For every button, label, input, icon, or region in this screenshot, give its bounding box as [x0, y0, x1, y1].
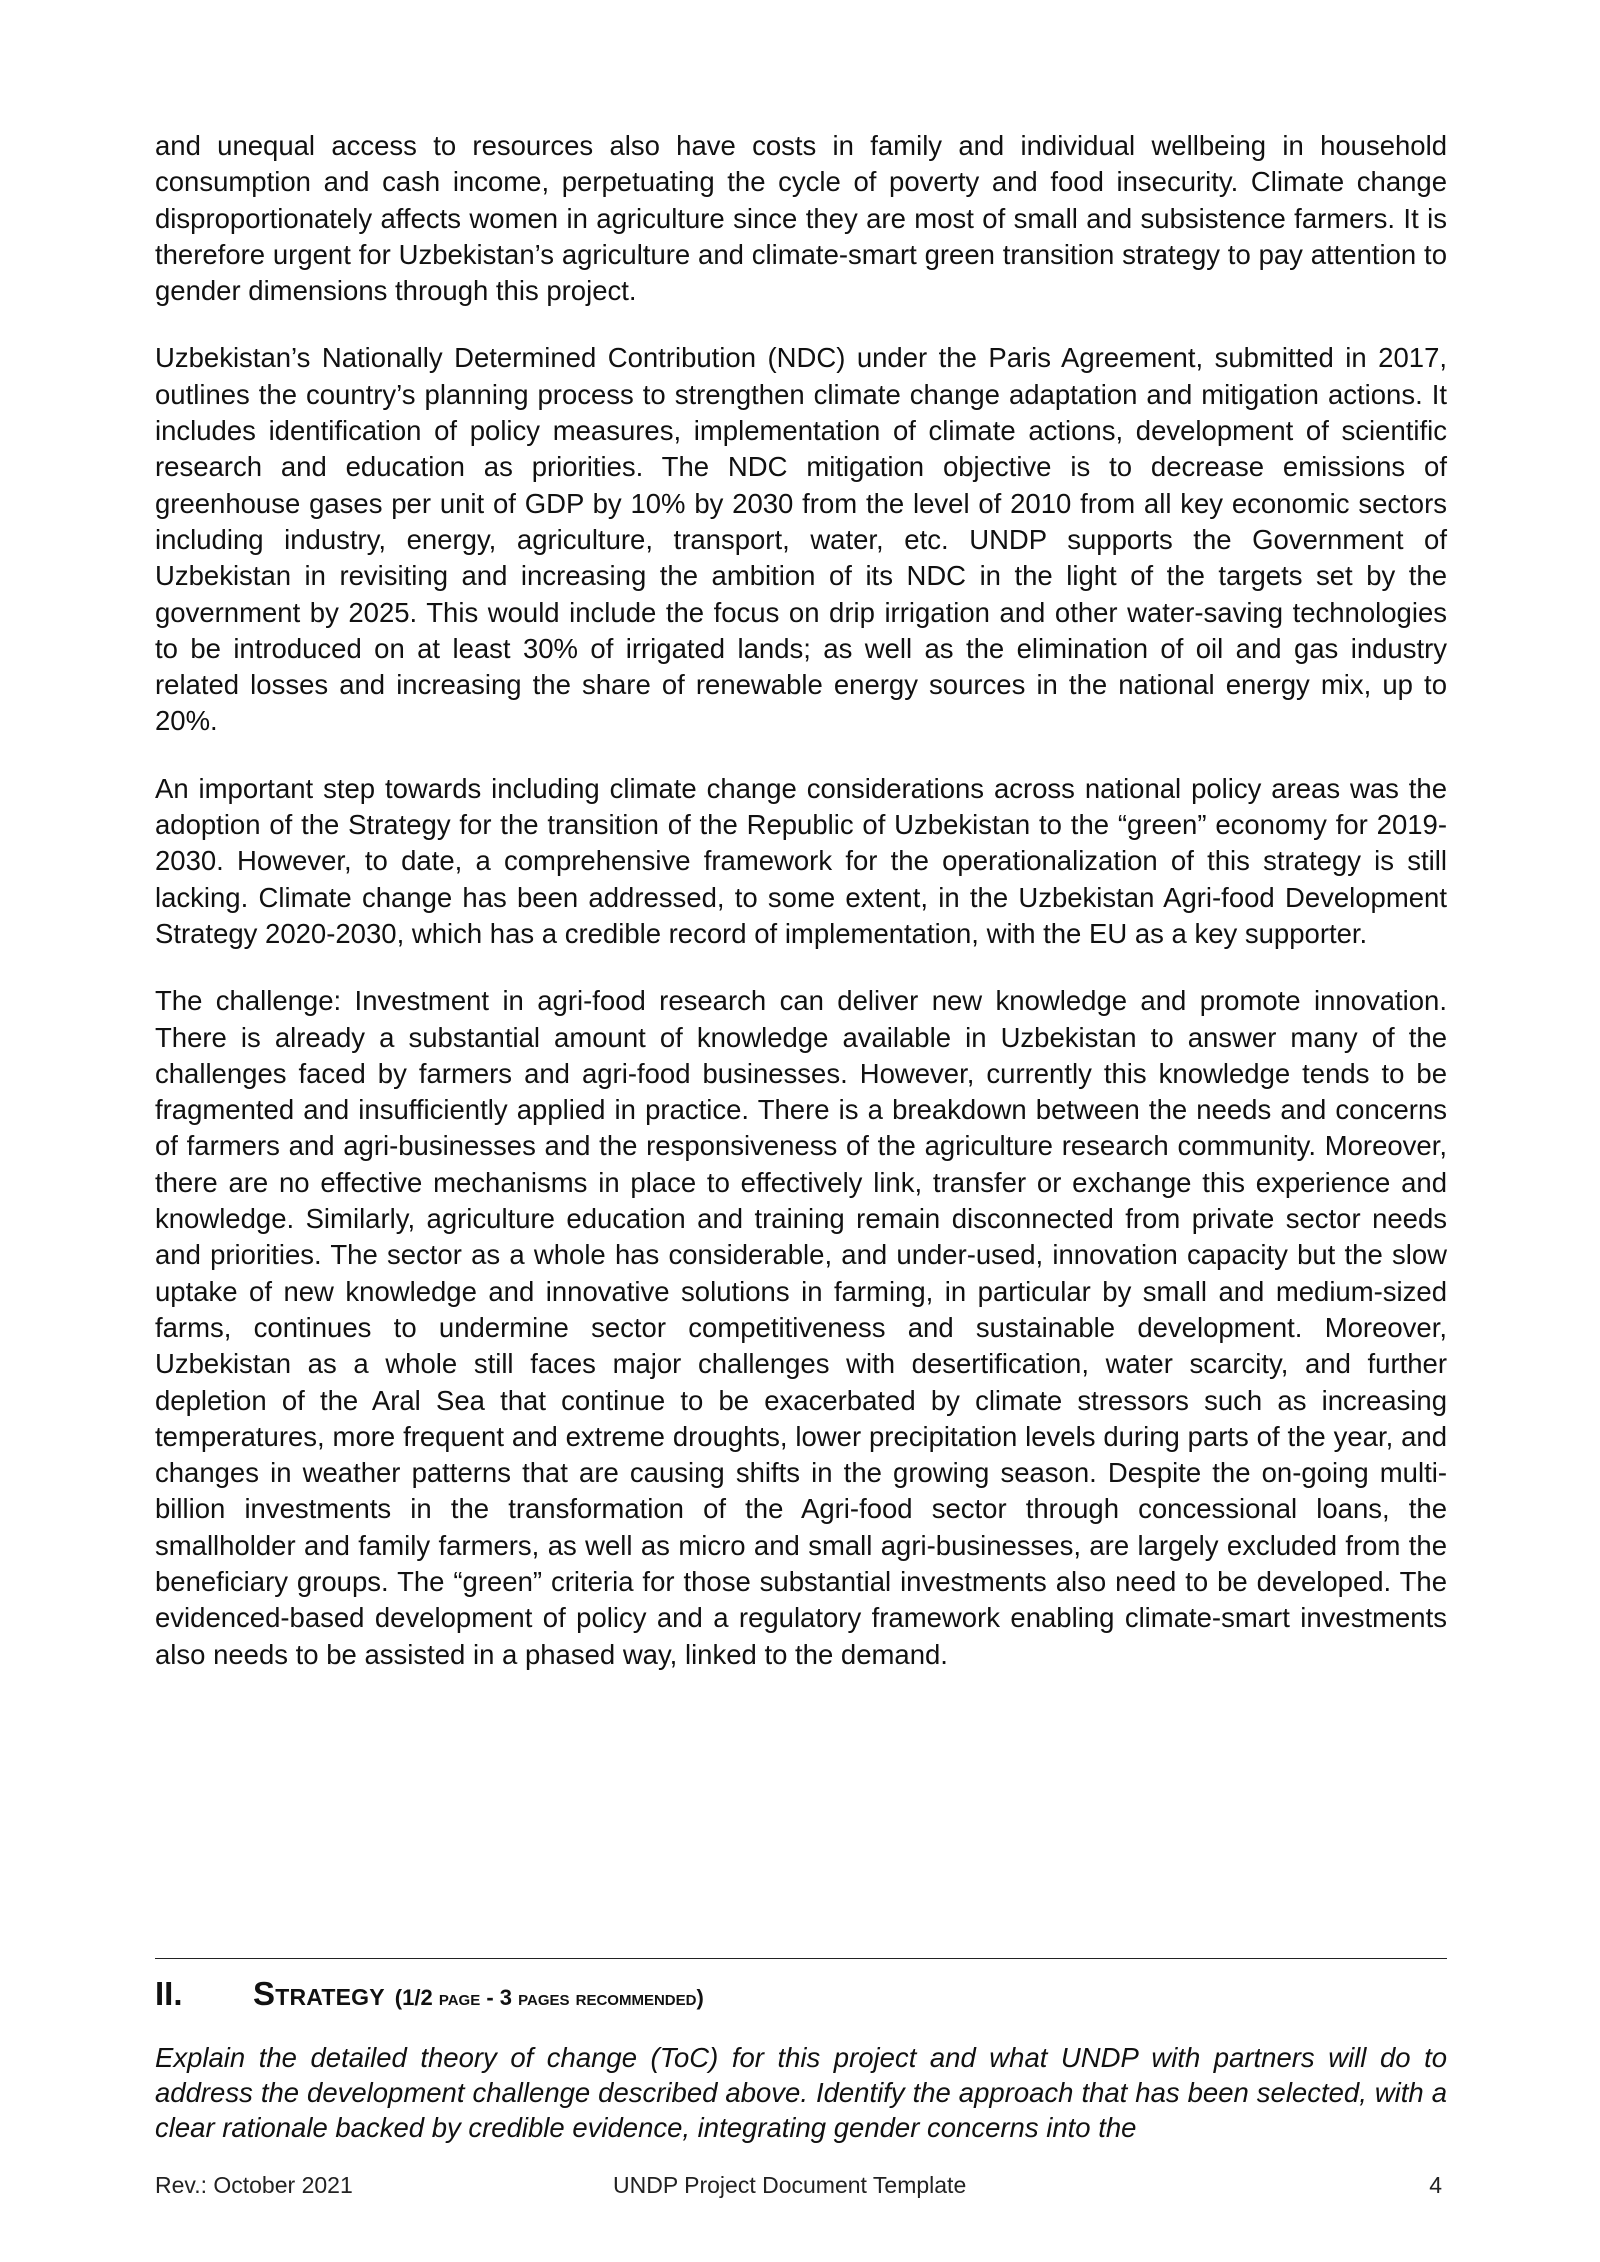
- section-number: II.: [155, 1975, 183, 2012]
- footer-revision: Rev.: October 2021: [155, 2172, 353, 2198]
- section-heading-block: [155, 1958, 1447, 2013]
- page-footer: [155, 2172, 1447, 2202]
- section-instruction: Explain the detailed theory of change (ToC) for this project and what UNDP with partners will do to address the development challenge described above. Identify the approach that has been selected, with a clear rationale backed by credible evidence, integrating gender concerns into the: [155, 2042, 1447, 2143]
- document-body: [155, 128, 1447, 1704]
- footer-document-name: UNDP Project Document Template: [613, 2172, 967, 2198]
- footer-page-number: 4: [1429, 2172, 1442, 2198]
- section-title: Strategy: [253, 1975, 385, 2012]
- body-paragraph-3: An important step towards including climate change considerations across national policy areas was the adoption of the Strategy for the transition of the Republic of Uzbekistan to the “green” economy for 2019-2030. However, to date, a comprehensive framework for the operationalization of this strategy is still lacking. Climate change has been addressed, to some extent, in the Uzbekistan Agri-food Development Strategy 2020-2030, which has a credible record of implementation, with the EU as a key supporter.: [155, 772, 1447, 949]
- body-paragraph-4: The challenge: Investment in agri-food research can deliver new knowledge and promote innovation. There is already a substantial amount of knowledge available in Uzbekistan to answer many of the challenges faced by farmers and agri-food businesses. However, currently this knowledge tends to be fragmented and insufficiently applied in practice. There is a breakdown between the needs and concerns of farmers and agri-businesses and the responsiveness of the agriculture research community. Moreover, there are no effective mechanisms in place to effectively link, transfer or exchange this experience and knowledge. Similarly, agriculture education and training remain disconnected from private sector needs and priorities. The sector as a whole has considerable, and under-used, innovation capacity but the slow uptake of new knowledge and innovative solutions in farming, in particular by small and medium-sized farms, continues to undermine sector competitiveness and sustainable development. Moreover, Uzbekistan as a whole still faces major challenges with desertification, water scarcity, and further depletion of the Aral Sea that continue to be exacerbated by climate stressors such as increasing temperatures, more frequent and extreme droughts, lower precipitation levels during parts of the year, and changes in weather patterns that are causing shifts in the growing season. Despite the on-going multi-billion investments in the transformation of the Agri-food sector through concessional loans, the smallholder and family farmers, as well as micro and small agri-businesses, are largely excluded from the beneficiary groups. The “green” criteria for those substantial investments also need to be developed. The evidenced-based development of policy and a regulatory framework enabling climate-smart investments also needs to be assisted in a phased way, linked to the demand.: [155, 985, 1447, 1670]
- section-divider: [155, 1958, 1447, 1959]
- body-paragraph-1: and unequal access to resources also have costs in family and individual wellbeing in household consumption and cash income, perpetuating the cycle of poverty and food insecurity. Climate change disproportionately affects women in agriculture since they are most of small and subsistence farmers. It is therefore urgent for Uzbekistan’s agriculture and climate-smart green transition strategy to pay attention to gender dimensions through this project.: [155, 130, 1447, 307]
- section-length-note: (1/2 page - 3 pages recommended): [394, 1985, 704, 2010]
- section-heading: [155, 1975, 1447, 2013]
- body-paragraph-2: Uzbekistan’s Nationally Determined Contribution (NDC) under the Paris Agreement, submitted in 2017, outlines the country’s planning process to strengthen climate change adaptation and mitigation actions. It includes identification of policy measures, implementation of climate actions, development of scientific research and education as priorities. The NDC mitigation objective is to decrease emissions of greenhouse gases per unit of GDP by 10% by 2030 from the level of 2010 from all key economic sectors including industry, energy, agriculture, transport, water, etc. UNDP supports the Government of Uzbekistan in revisiting and increasing the ambition of its NDC in the light of the targets set by the government by 2025. This would include the focus on drip irrigation and other water-saving technologies to be introduced on at least 30% of irrigated lands; as well as the elimination of oil and gas industry related losses and increasing the share of renewable energy sources in the national energy mix, up to 20%.: [155, 342, 1447, 737]
